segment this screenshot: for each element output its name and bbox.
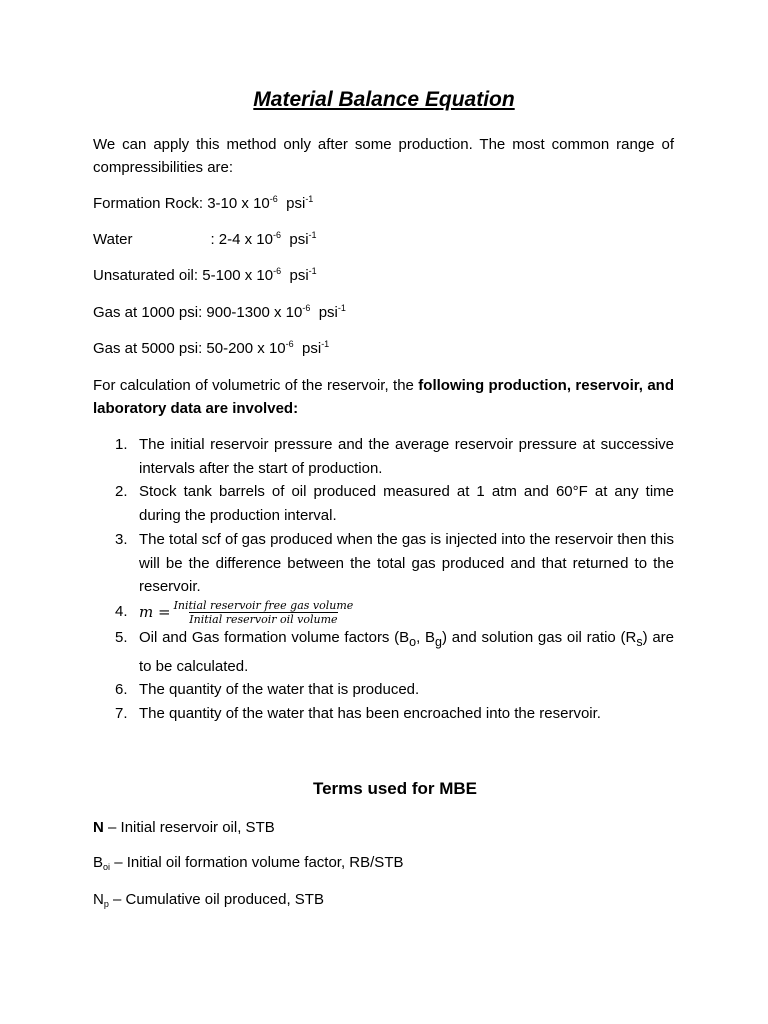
list-item-text: The total scf of gas produced when the gas is injected into the reservoir then this will be the difference between the total gas produced and that returned to the reservoir. [139,530,674,596]
volumetric-intro-plain: For calculation of volumetric of the reservoir, the [93,377,414,394]
list-item-number: 5. [115,628,128,646]
term-np [93,889,324,912]
term-text: – Initial reservoir oil, STB [103,819,275,836]
list-item [93,678,674,702]
compressibility-unit: psi [302,340,322,357]
compressibility-unit-exponent: -1 [308,230,317,240]
compressibility-unit: psi [289,267,309,284]
subscript-s: s [636,634,643,649]
compressibility-exponent: -6 [302,303,311,313]
volumetric-intro-bold: following production, reservoir, and laboratory data are involved: [93,377,674,417]
compressibility-unit: psi [286,195,306,212]
term-n [93,817,275,839]
compressibility-exponent: -6 [273,266,282,276]
compressibility-range: 3-10 x 10 [207,195,270,212]
list-item-number: 1. [115,436,128,453]
list-item-number: 4. [115,602,128,620]
volumetric-intro-paragraph [93,374,674,420]
list-item-text-a: Oil and Gas formation volume factors (B [139,628,410,646]
list-item-number: 7. [115,705,128,723]
term-subscript: oi [103,862,111,872]
compressibility-exponent: -6 [285,339,294,349]
subscript-g: g [435,634,442,649]
list-item [93,433,674,480]
term-subscript: p [103,899,109,909]
compressibility-range: : 2-4 x 10 [210,231,273,248]
list-item [93,528,674,599]
list-item-number: 2. [115,483,128,501]
page-title: Material Balance Equation [253,88,515,111]
compressibility-unit: psi [289,231,309,248]
list-item-text-c: ) and solution gas oil ratio (R [442,628,637,646]
term-symbol: B [93,854,104,871]
equation-lhs: m = [139,602,171,621]
compressibility-exponent: -6 [269,194,278,204]
list-item-text-d: ) are to be calculated. [139,628,675,675]
list-item-text: The quantity of the water that has been encroached into the reservoir. [139,705,601,723]
compressibility-gas-1000 [93,303,346,324]
compressibility-gas-5000 [93,339,329,360]
compressibility-unit-exponent: -1 [308,266,317,276]
data-requirements-list [93,433,674,726]
fraction-numerator: Initial reservoir free gas volume [173,598,354,612]
compressibility-label: Gas at 5000 psi: [93,340,203,357]
compressibility-range: 50-200 x 10 [206,340,286,357]
list-item-text: Stock tank barrels of oil produced measured at 1 atm and 60°F at any time during the production interval. [139,483,674,525]
term-text: – Cumulative oil produced, STB [108,891,324,908]
list-item-number: 6. [115,681,128,699]
list-item [93,626,674,678]
term-symbol: N [93,891,104,908]
compressibility-unsaturated-oil [93,266,317,287]
list-item [93,480,674,527]
term-boi [93,852,403,875]
term-symbol: N [93,819,104,836]
compressibility-label: Gas at 1000 psi: [93,304,203,321]
compressibility-unit-exponent: -1 [337,303,346,313]
list-item-number: 3. [115,530,128,548]
intro-paragraph: We can apply this method only after some production. The most common range of compressibilities are: [93,136,674,176]
list-item-text-b: , B [416,628,436,646]
equation-fraction [174,600,354,626]
compressibility-label: Unsaturated oil: [93,267,199,284]
list-item-equation [93,599,674,626]
compressibility-exponent: -6 [273,230,282,240]
list-item-text: The initial reservoir pressure and the average reservoir pressure at successive intervals after the start of production. [139,436,674,477]
compressibility-label: Water [93,231,133,248]
list-item [93,702,674,726]
compressibility-unit-exponent: -1 [321,339,330,349]
compressibility-unit-exponent: -1 [305,194,314,204]
list-item-text: The quantity of the water that is produced. [139,681,420,699]
subscript-o: o [409,634,417,649]
compressibility-unit: psi [318,304,338,321]
compressibility-range: 900-1300 x 10 [206,304,303,321]
compressibility-formation-rock [93,194,313,215]
compressibility-water [93,230,317,251]
term-text: – Initial oil formation volume factor, RB/STB [110,854,404,871]
fraction-denominator: Initial reservoir oil volume [189,612,338,626]
compressibility-range: 5-100 x 10 [202,267,274,284]
compressibility-label: Formation Rock: [93,195,204,212]
terms-heading: Terms used for MBE [312,779,478,798]
